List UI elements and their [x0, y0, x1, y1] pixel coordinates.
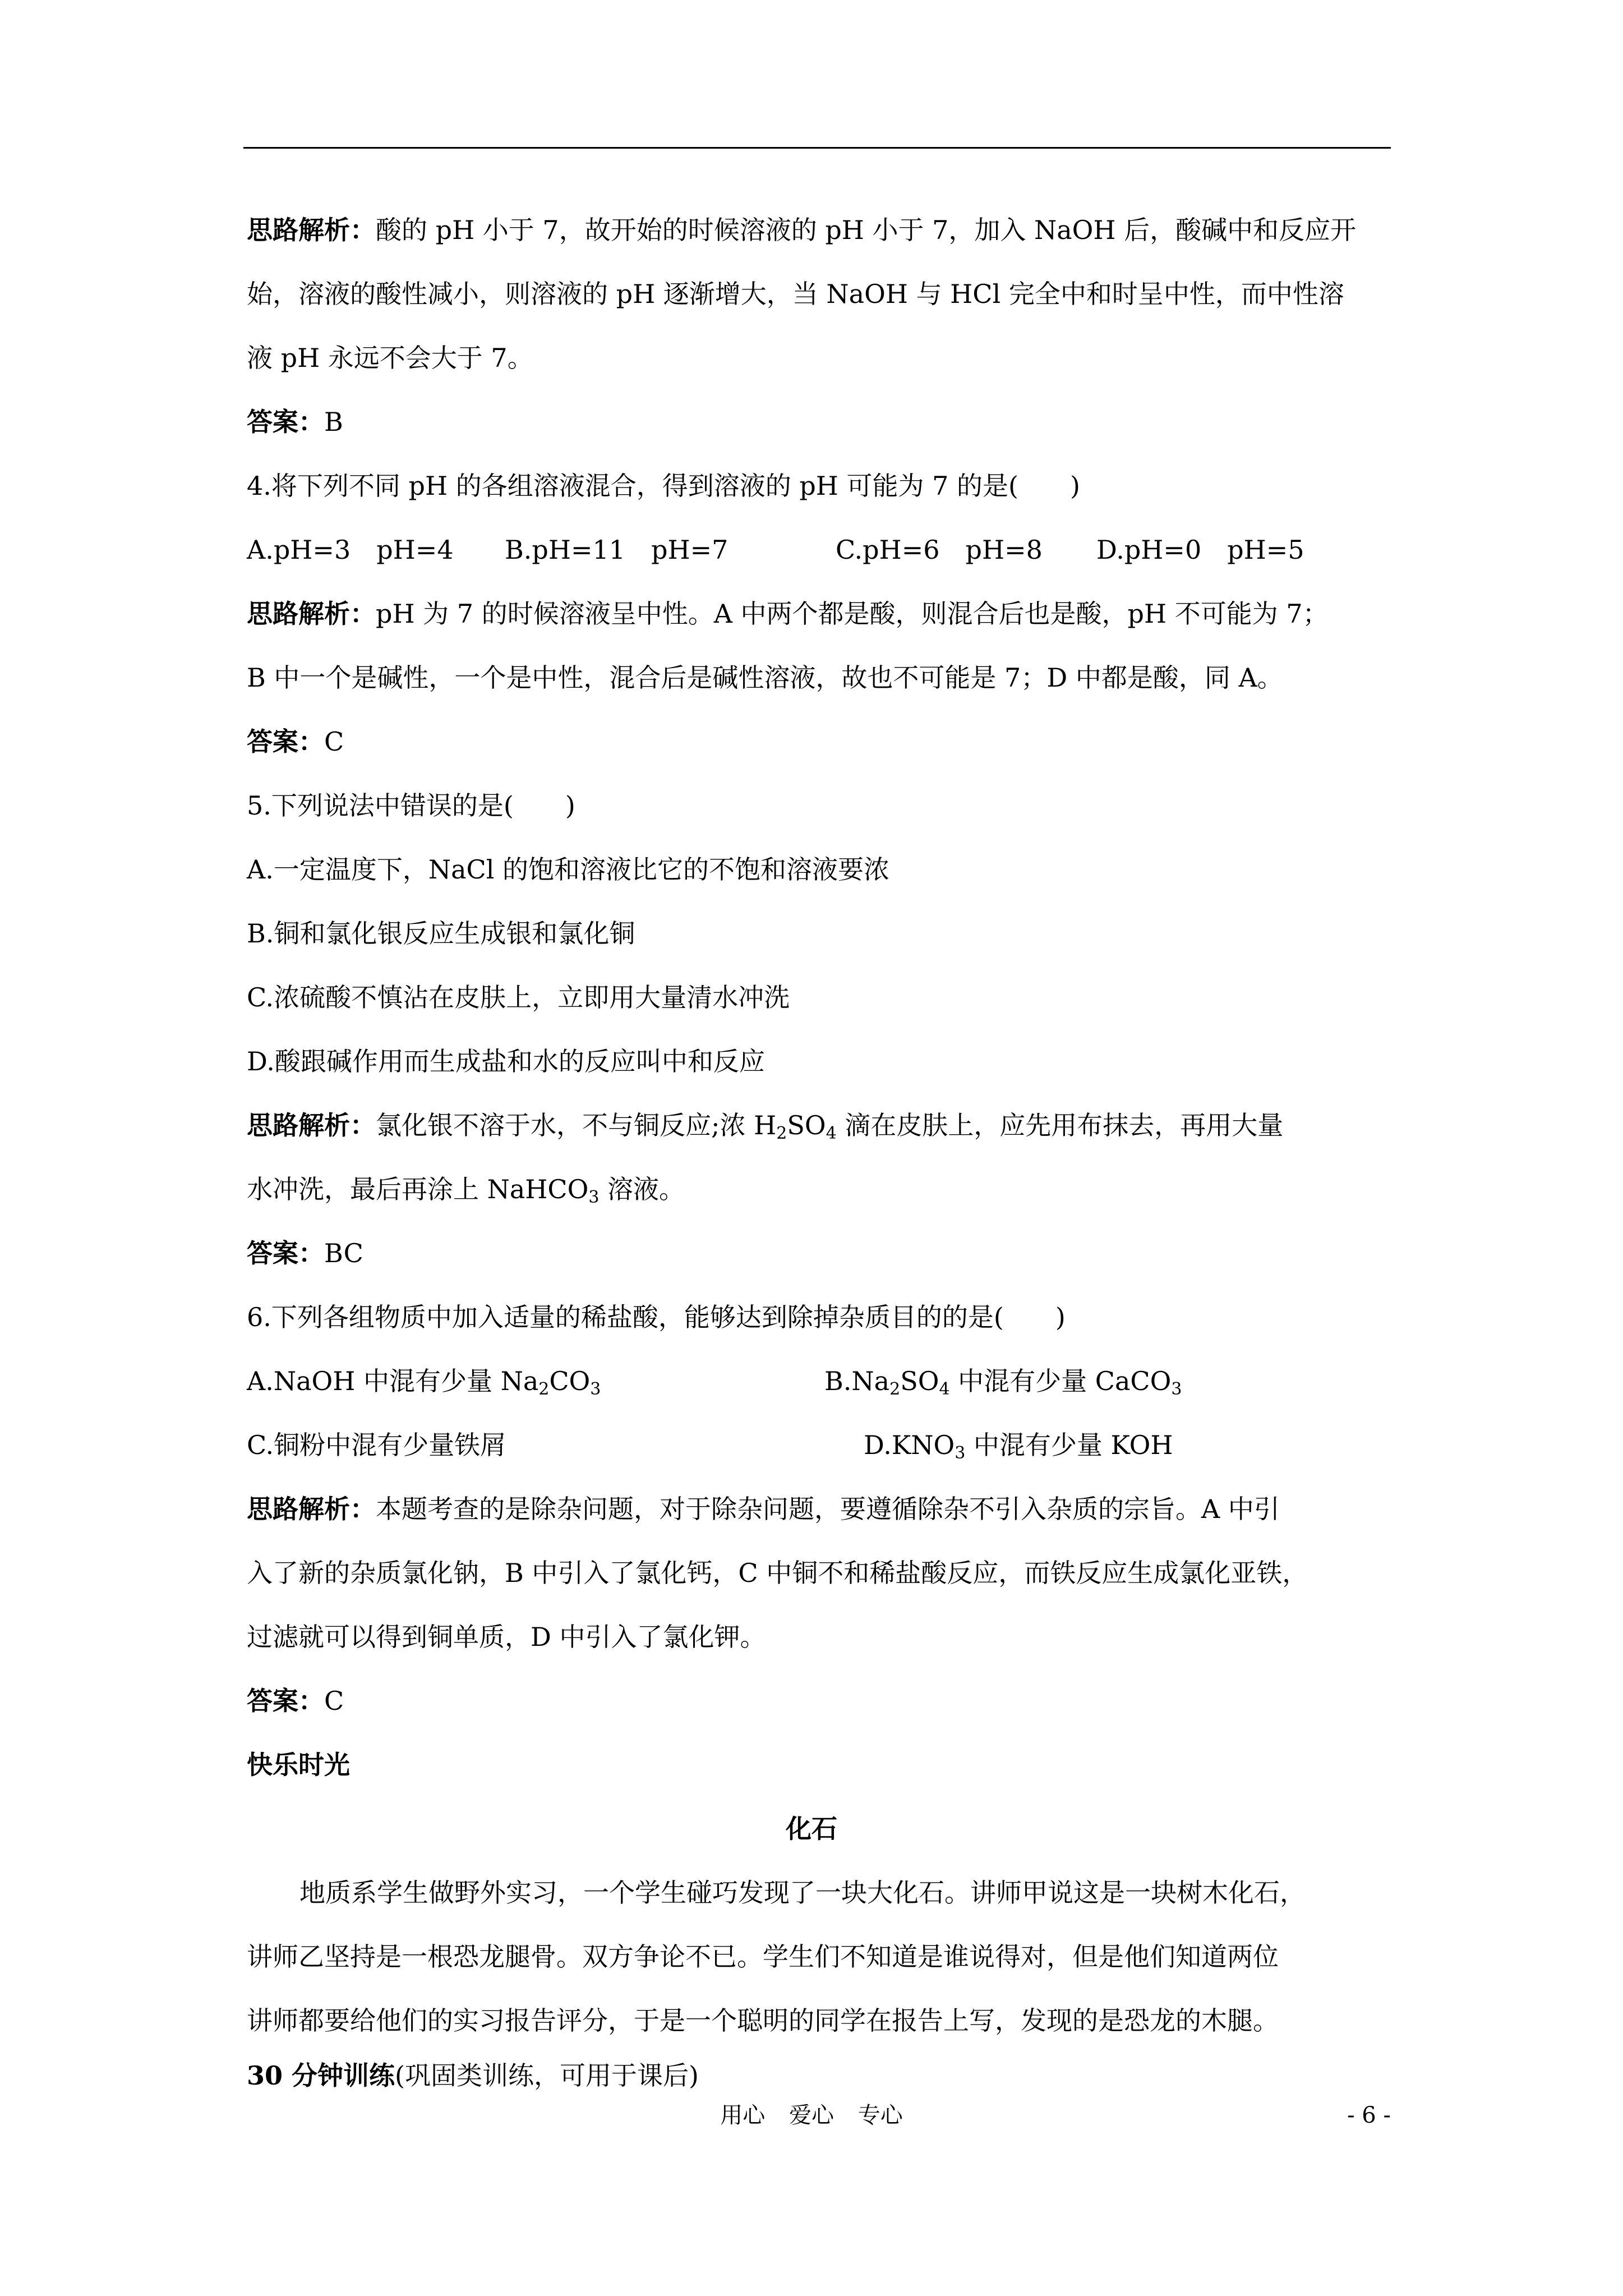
- training-heading: 30 分钟训练(巩固类训练，可用于课后): [247, 2060, 699, 2091]
- q6-option-d: $D.KNO_3$ 中混有少量 KOH: [864, 1430, 1173, 1463]
- q6-analysis-line-1: 思路解析：本题考查的是除杂问题，对于除杂问题，要遵循除杂不引入杂质的宗旨。A 中引: [247, 1494, 1280, 1524]
- q4-answer: 答案：C: [247, 726, 344, 757]
- q4-option-d: D.pH=0 pH=5: [1096, 535, 1304, 565]
- q6-analysis-line-3: 过滤就可以得到铜单质，D 中引入了氯化钾。: [247, 1622, 766, 1652]
- q6-analysis-line-2: 入了新的杂质氯化钠，B 中引入了氯化钙，C 中铜不和稀盐酸反应，而铁反应生成氯化亚铁，: [247, 1558, 1308, 1588]
- q4-option-b: B.pH=11 pH=7: [505, 535, 728, 565]
- story-title: 化石: [786, 1814, 837, 1844]
- q5-option-c: C.浓硫酸不慎沾在皮肤上，立即用大量清水冲洗: [247, 982, 790, 1013]
- q4-stem: 4.将下列不同 pH 的各组溶液混合，得到溶液的 pH 可能为 7 的是( ): [247, 471, 1080, 501]
- q6-answer: 答案：C: [247, 1686, 344, 1716]
- answer-label: 答案：: [247, 1238, 324, 1268]
- q3-analysis-line-2: 始，溶液的酸性减小，则溶液的 pH 逐渐增大，当 NaOH 与 HCl 完全中和时呈中性，而中性溶: [247, 279, 1344, 309]
- q4-analysis-line-1: 思路解析：pH 为 7 的时候溶液呈中性。A 中两个都是酸，则混合后也是酸，pH 不可能为 7；: [247, 599, 1329, 629]
- happy-time-heading: 快乐时光: [247, 1750, 350, 1780]
- analysis-label: 思路解析：: [247, 599, 376, 629]
- q5-stem: 5.下列说法中错误的是( ): [247, 790, 575, 821]
- q6-option-b: $B.Na_2SO_4$ 中混有少量 CaCO$_3$: [824, 1366, 1182, 1399]
- q5-answer: 答案：BC: [247, 1238, 363, 1268]
- story-line-2: 讲师乙坚持是一根恐龙腿骨。双方争论不已。学生们不知道是谁说得对，但是他们知道两位: [247, 1941, 1279, 1972]
- q5-option-d: D.酸跟碱作用而生成盐和水的反应叫中和反应: [247, 1046, 765, 1076]
- q3-analysis-line-1: 思路解析：酸的 pH 小于 7，故开始的时候溶液的 pH 小于 7，加入 NaOH 后，酸碱中和反应开: [247, 215, 1357, 245]
- analysis-label: 思路解析：: [247, 215, 376, 245]
- q6-option-a: A.NaOH 中混有少量 $Na_2CO_3$: [247, 1366, 601, 1399]
- q4-option-c: C.pH=6 pH=8: [836, 535, 1043, 565]
- q5-option-a: A.一定温度下，NaCl 的饱和溶液比它的不饱和溶液要浓: [247, 854, 890, 885]
- header-rule: [243, 147, 1391, 149]
- page-number: - 6 -: [1347, 2102, 1391, 2128]
- story-line-1: 地质系学生做野外实习，一个学生碰巧发现了一块大化石。讲师甲说这是一块树木化石，: [299, 1878, 1306, 1908]
- analysis-label: 思路解析：: [247, 1494, 376, 1524]
- answer-label: 答案：: [247, 726, 324, 757]
- q6-stem: 6.下列各组物质中加入适量的稀盐酸，能够达到除掉杂质目的的是( ): [247, 1302, 1066, 1332]
- q5-option-b: B.铜和氯化银反应生成银和氯化铜: [247, 918, 635, 949]
- q3-answer: 答案：B: [247, 407, 343, 437]
- q3-analysis-line-3: 液 pH 永远不会大于 7。: [247, 343, 533, 373]
- footer-motto: 用心 爱心 专心: [720, 2102, 903, 2128]
- q4-analysis-line-2: B 中一个是碱性，一个是中性，混合后是碱性溶液，故也不可能是 7；D 中都是酸，同 A。: [247, 662, 1283, 693]
- q6-option-c: C.铜粉中混有少量铁屑: [247, 1430, 506, 1460]
- q5-analysis-line-2: 水冲洗，最后再涂上 NaHCO$_3$ 溶液。: [247, 1174, 685, 1207]
- answer-label: 答案：: [247, 1686, 324, 1716]
- q4-option-a: A.pH=3 pH=4: [247, 535, 454, 565]
- story-line-3: 讲师都要给他们的实习报告评分，于是一个聪明的同学在报告上写，发现的是恐龙的木腿。: [247, 2005, 1279, 2036]
- analysis-label: 思路解析：: [247, 1110, 376, 1140]
- q5-analysis-line-1: 思路解析：氯化银不溶于水，不与铜反应;浓 $H_2SO_4$ 滴在皮肤上，应先用布抹去，再用大量: [247, 1110, 1284, 1143]
- answer-label: 答案：: [247, 407, 324, 437]
